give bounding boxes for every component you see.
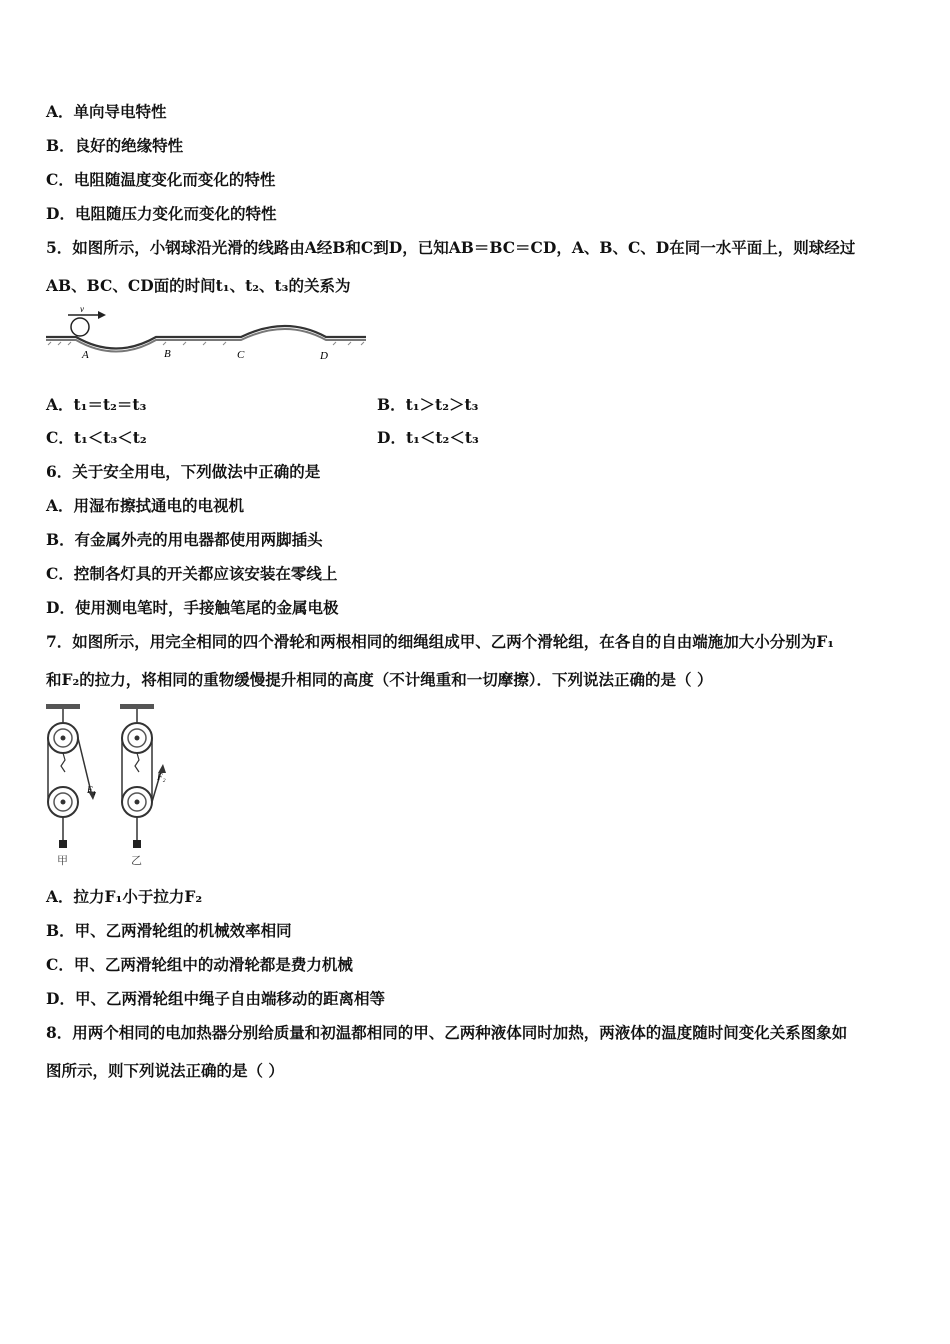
q7-stem-line2: 和F₂的拉力，将相同的重物缓慢提升相同的高度（不计绳重和一切摩擦）．下列说法正确的是（ ） [46,670,713,689]
q6-stem: 6．关于安全用电，下列做法中正确的是 [46,462,321,481]
point-b-label: B [164,348,171,360]
q7-stem-line1: 7．如图所示，用完全相同的四个滑轮和两根相同的细绳组成甲、乙两个滑轮组，在各自的自由端施加大小分别为F₁ [46,632,835,651]
point-a-label: A [82,349,89,361]
q7-option-c: C．甲、乙两滑轮组中的动滑轮都是费力机械 [46,955,353,974]
force-f2-label: F₂ [157,772,166,782]
q4-option-b: B．良好的绝缘特性 [46,136,184,155]
q5-track-figure [46,305,368,365]
pulley-right-label: 乙 [131,854,142,867]
q6-option-b: B．有金属外壳的用电器都使用两脚插头 [46,530,323,549]
velocity-label: v [80,305,84,314]
q7-pulley-figure [40,700,180,870]
q4-option-c: C．电阻随温度变化而变化的特性 [46,170,276,189]
q8-stem-line2: 图所示，则下列说法正确的是（ ） [46,1061,284,1080]
force-f1-label: F₁ [87,785,96,795]
q6-option-d: D．使用测电笔时，手接触笔尾的金属电极 [46,598,339,617]
q8-stem-line1: 8．用两个相同的电加热器分别给质量和初温都相同的甲、乙两种液体同时加热，两液体的温度随时间变化关系图象如 [46,1023,848,1042]
q5-option-c: C．t₁＜t₃＜t₂ [46,428,147,447]
pulley-system-right [120,704,166,867]
q5-option-a: A．t₁＝t₂＝t₃ [46,395,147,414]
point-d-label: D [320,350,328,362]
point-c-label: C [237,349,245,361]
q6-option-a: A．用湿布擦拭通电的电视机 [46,496,245,515]
pulley-left-label: 甲 [57,854,68,867]
q4-option-a: A．单向导电特性 [46,102,167,121]
q5-option-d: D．t₁＜t₂＜t₃ [377,428,479,447]
q5-stem-line1: 5．如图所示，小钢球沿光滑的线路由A经B和C到D，已知AB＝BC＝CD，A、B、C、D在同一水平面上，则球经过 [46,238,856,257]
q6-option-c: C．控制各灯具的开关都应该安装在零线上 [46,564,338,583]
q7-option-b: B．甲、乙两滑轮组的机械效率相同 [46,921,292,940]
steel-ball [71,318,89,336]
q5-option-b: B．t₁＞t₂＞t₃ [377,395,479,414]
q7-option-d: D．甲、乙两滑轮组中绳子自由端移动的距离相等 [46,989,385,1008]
q7-option-a: A．拉力F₁小于拉力F₂ [46,887,203,906]
q5-stem-line2: AB、BC、CD面的时间t₁、t₂、t₃的关系为 [46,276,351,295]
pulley-system-left [46,704,96,867]
q4-option-d: D．电阻随压力变化而变化的特性 [46,204,277,223]
